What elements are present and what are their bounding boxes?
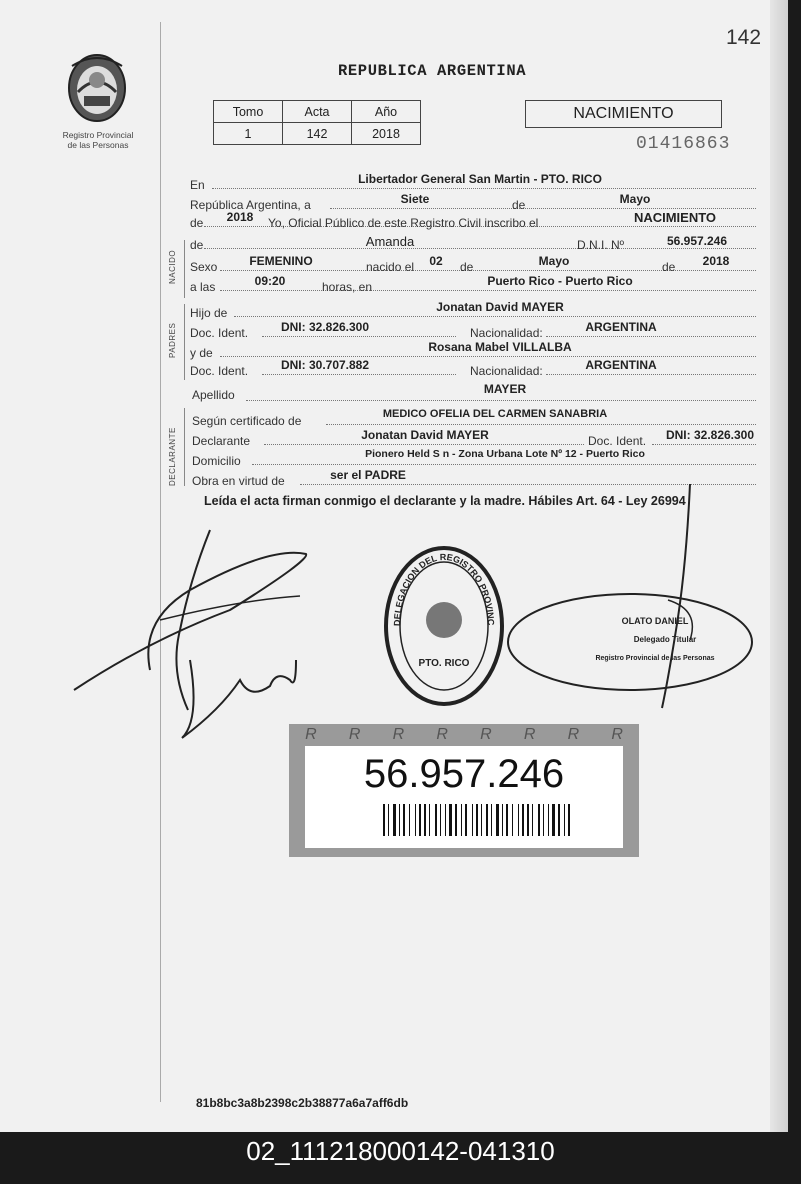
- card-security-band: [289, 724, 639, 746]
- section-divider-declarante: [184, 408, 185, 486]
- card-dni-number: 56.957.246: [363, 752, 565, 796]
- band-letter: R: [611, 726, 623, 743]
- document-title: REPUBLICA ARGENTINA: [338, 62, 527, 80]
- label-domicilio: Domicilio: [192, 454, 241, 468]
- header-acta: Acta: [283, 101, 352, 123]
- value-declarante-doc: DNI: 32.826.300: [665, 428, 755, 442]
- document-hash: 81b8bc3a8b2398c2b38877a6a7aff6db: [196, 1096, 409, 1110]
- label-republica: República Argentina, a: [190, 198, 311, 212]
- value-sexo: FEMENINO: [249, 254, 313, 268]
- label-y-de: y de: [190, 346, 213, 360]
- value-dni: 56.957.246: [666, 234, 728, 248]
- value-acta: 142: [283, 123, 352, 145]
- label-de-nombre: de: [190, 238, 204, 252]
- value-mes-acta: Mayo: [619, 192, 651, 206]
- value-nombre: Amanda: [365, 234, 415, 249]
- band-letter: R: [480, 726, 492, 743]
- label-horas-en: horas, en: [322, 280, 373, 294]
- logo-caption: [50, 130, 146, 150]
- label-doc-ident2: Doc. Ident.: [190, 364, 249, 378]
- round-stamp-place: PTO. RICO: [418, 658, 470, 669]
- side-label-declarante: DECLARANTE: [168, 427, 177, 486]
- label-apellido: Apellido: [192, 388, 235, 402]
- page-edge-shadow: [770, 0, 788, 1132]
- section-divider-padres: [184, 304, 185, 380]
- label-doc-ident1: Doc. Ident.: [190, 326, 249, 340]
- round-stamp-text: DELEGACION DEL REGISTRO PROVINC: [391, 551, 497, 627]
- label-segun-certificado: Según certificado de: [192, 414, 302, 428]
- value-apellido: MAYER: [483, 382, 527, 396]
- band-letter: R: [436, 726, 448, 743]
- value-obra: ser el PADRE: [330, 468, 406, 482]
- label-hijo-de: Hijo de: [190, 306, 228, 320]
- value-padre: Jonatan David MAYER: [436, 300, 564, 314]
- band-letter: R: [567, 726, 580, 743]
- value-anio-acta: 2018: [226, 210, 254, 224]
- label-de: de: [512, 198, 526, 212]
- dni-label-card: [289, 724, 639, 857]
- value-lugar: Libertador General San Martin - PTO. RICO: [358, 172, 602, 186]
- label-doc-ident3: Doc. Ident.: [588, 434, 647, 448]
- oval-stamp-line2: Delegado Titular: [633, 635, 697, 644]
- band-letter: R: [305, 726, 317, 743]
- label-yo-oficial: Yo, Oficial Público de este Registro Civil inscribo el: [268, 216, 539, 230]
- label-nacionalidad2: Nacionalidad:: [470, 364, 543, 378]
- value-dia: Siete: [400, 192, 430, 206]
- value-padre-nac: ARGENTINA: [585, 320, 657, 334]
- label-en: En: [190, 178, 205, 192]
- footer-code: 02_111218000142-041310: [246, 1136, 555, 1166]
- form-body: [190, 172, 756, 492]
- act-type-box: NACIMIENTO: [525, 100, 722, 128]
- value-madre-nac: ARGENTINA: [585, 358, 657, 372]
- label-nacido-el: nacido el: [366, 260, 415, 274]
- label-obra-en-virtud: Obra en virtud de: [192, 474, 285, 488]
- round-stamp: [382, 544, 506, 708]
- band-letter: R: [523, 726, 536, 743]
- registry-table: [213, 100, 421, 145]
- logo-caption-line2: de las Personas: [67, 140, 129, 150]
- label-a-las: a las: [190, 280, 216, 294]
- label-sexo: Sexo: [190, 260, 218, 274]
- label-de3: de: [460, 260, 474, 274]
- page-number: 142: [726, 26, 762, 49]
- signature-left-icon: [70, 520, 360, 750]
- value-hora: 09:20: [254, 274, 286, 288]
- value-lugar-nac: Puerto Rico - Puerto Rico: [487, 274, 633, 288]
- value-anio: 2018: [352, 123, 421, 145]
- label-declarante: Declarante: [192, 434, 251, 448]
- value-certificado: MEDICO OFELIA DEL CARMEN SANABRIA: [382, 408, 608, 420]
- label-dni: D.N.I. Nº: [577, 238, 625, 252]
- value-tomo: 1: [214, 123, 283, 145]
- header-tomo: Tomo: [214, 101, 283, 123]
- registry-logo-icon: [62, 52, 132, 124]
- logo-caption-line1: Registro Provincial: [62, 130, 134, 140]
- card-inner: [305, 746, 623, 848]
- value-tipo: NACIMIENTO: [633, 210, 717, 225]
- band-letter: R: [392, 726, 405, 743]
- serial-number: 01416863: [636, 134, 731, 154]
- oval-stamp: [505, 590, 755, 695]
- value-madre-doc: DNI: 30.707.882: [280, 358, 370, 372]
- label-de4: de: [662, 260, 676, 274]
- value-domicilio: Pionero Held S n - Zona Urbana Lote Nº 12 - Puerto Rico: [365, 448, 645, 460]
- value-declarante: Jonatan David MAYER: [361, 428, 489, 442]
- oval-stamp-line3: Registro Provincial de las Personas: [595, 655, 715, 662]
- closing-text: Leída el acta firman conmigo el declarante y la madre. Hábiles Art. 64 - Ley 26994: [204, 494, 686, 508]
- value-mes-nac: Mayo: [538, 254, 570, 268]
- value-anio-nac: 2018: [702, 254, 730, 268]
- section-divider-nacido: [184, 240, 185, 298]
- oval-stamp-line1: OLATO DANIEL: [621, 616, 689, 626]
- barcode-icon: [383, 804, 571, 836]
- value-padre-doc: DNI: 32.826.300: [280, 320, 370, 334]
- side-label-nacido: NACIDO: [168, 249, 177, 284]
- value-dia-nac: 02: [429, 254, 443, 268]
- label-de2: de: [190, 216, 204, 230]
- header-anio: Año: [352, 101, 421, 123]
- side-label-padres: PADRES: [168, 322, 177, 358]
- value-madre: Rosana Mabel VILLALBA: [428, 340, 572, 354]
- label-nacionalidad1: Nacionalidad:: [470, 326, 543, 340]
- band-letter: R: [348, 726, 361, 743]
